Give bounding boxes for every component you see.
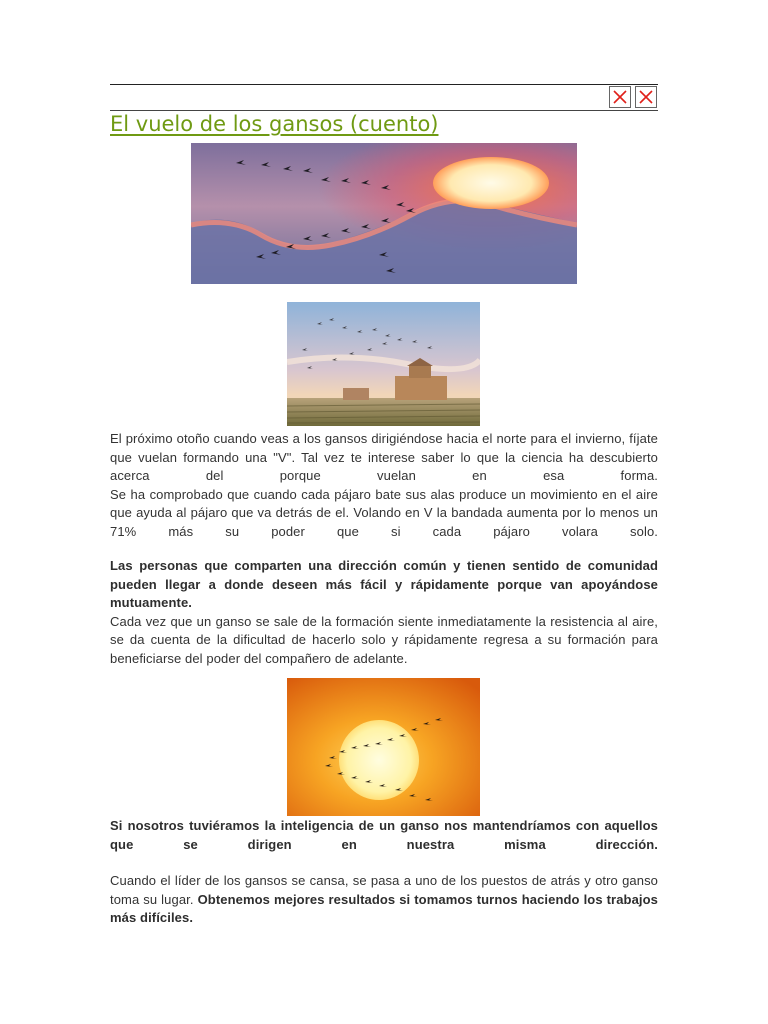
paragraph-3 <box>110 817 658 854</box>
article-title[interactable]: El vuelo de los gansos (cuento) <box>110 112 439 136</box>
top-divider <box>110 84 658 85</box>
paragraph-2-bold: Las personas que comparten una dirección común y tienen sentido de comunidad pueden llegar a donde deseen más fácil y rápidamente porque van apoyándose mutuamente. <box>110 558 658 610</box>
paragraph-3-bold: Si nosotros tuviéramos la inteligencia de un ganso nos mantendríamos con aquellos que se dirigen en nuestra misma dirección. <box>110 818 658 852</box>
paragraph-2 <box>110 557 658 668</box>
close-icon <box>613 90 627 104</box>
church-field-image <box>287 302 480 426</box>
sunset-geese-image <box>191 143 577 284</box>
paragraph-1-line-2: Se ha comprobado que cuando cada pájaro bate sus alas produce un movimiento en el aire que ayuda al pájaro que va detrás de el. Volando en V la bandada aumenta por lo menos un 71% más su poder que si cada pájaro volara solo. <box>110 486 658 539</box>
paragraph-1 <box>110 430 658 541</box>
paragraph-2-text: Cada vez que un ganso se sale de la formación siente inmediatamente la resistencia al aire, se da cuenta de la dificultad de hacerlo solo y rápidamente regresa a su formación para beneficiarse del poder del compañero de adelante. <box>110 613 658 666</box>
close-icon <box>639 90 653 104</box>
close-button[interactable] <box>609 86 631 108</box>
orange-sun-geese-image <box>287 678 480 816</box>
paragraph-4 <box>110 872 658 928</box>
toolbar <box>110 86 658 111</box>
paragraph-4-bold: Obtenemos mejores resultados si tomamos turnos haciendo los trabajos más difíciles. <box>110 891 658 925</box>
paragraph-1-line-1: El próximo otoño cuando veas a los gansos dirigiéndose hacia el norte para el invierno, fíjate que vuelan formando una "V". Tal vez te interese saber lo que la ciencia ha descubierto acerca del porque vuelan en esa forma. <box>110 431 658 483</box>
close-button[interactable] <box>635 86 657 108</box>
paragraph-4-text: Cuando el líder de los gansos se cansa, se pasa a uno de los puestos de atrás y otro ganso toma su lugar. <box>110 873 658 907</box>
